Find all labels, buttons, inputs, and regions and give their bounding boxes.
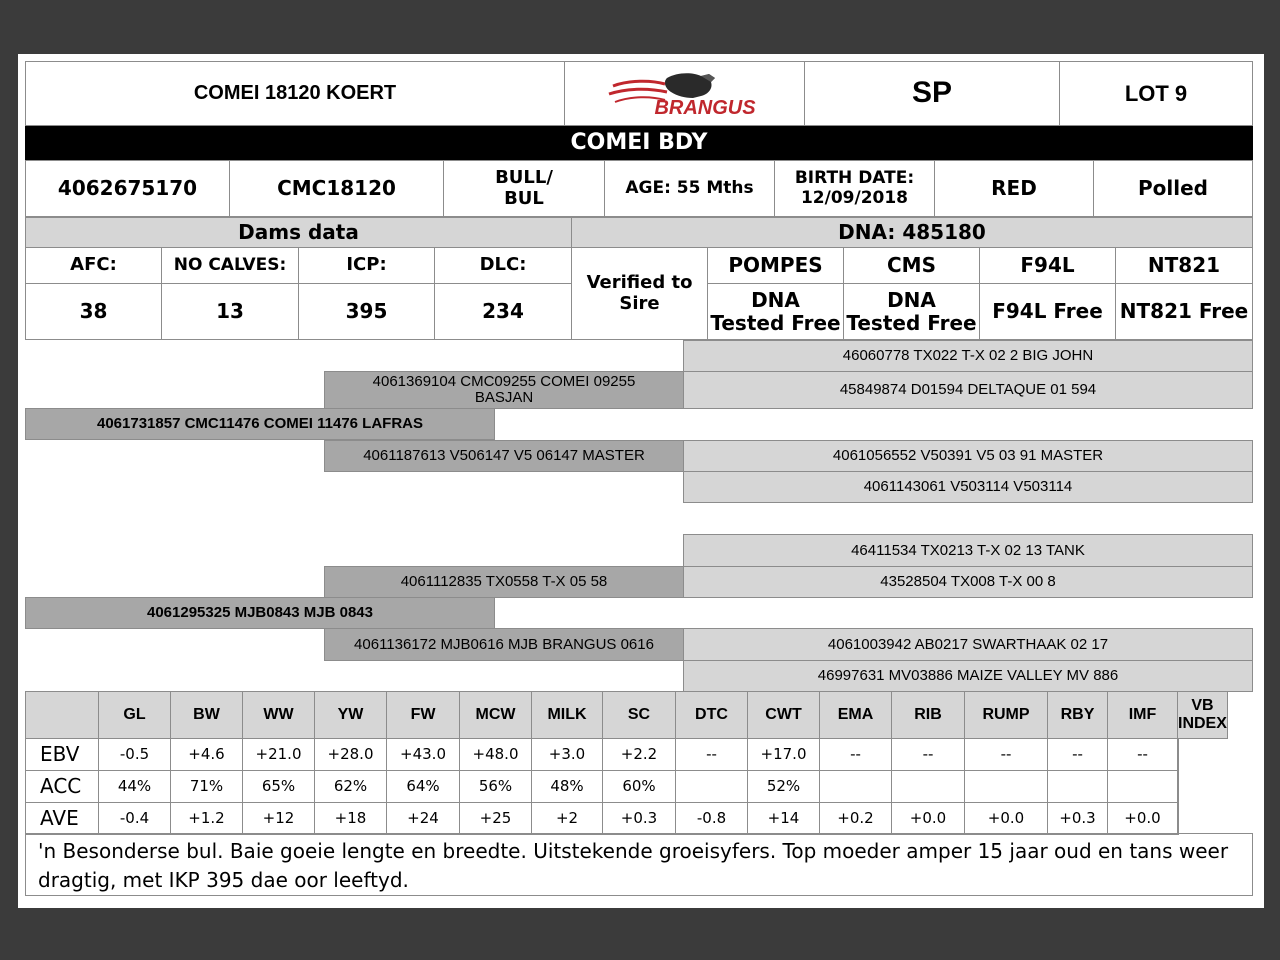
sale-catalog-card — [18, 54, 1264, 908]
breeder-name: COMEI BDY — [25, 126, 1253, 160]
ebv-ave-ema: +0.2 — [819, 802, 892, 835]
ebv-ave-milk: +2 — [531, 802, 603, 835]
dna-test-f94l-label: F94L — [979, 247, 1116, 284]
ebv-ave-fw: +24 — [386, 802, 460, 835]
pedigree-dam: 4061295325 MJB0843 MJB 0843 — [25, 597, 495, 629]
dam-afc-value: 38 — [25, 283, 162, 340]
ebv-header-imf: IMF — [1107, 691, 1178, 739]
dam-calves-label: NO CALVES: — [161, 247, 299, 284]
ebv-ave-mcw: +25 — [459, 802, 532, 835]
pedigree-sire-sire-sire: 46060778 TX022 T-X 02 2 BIG JOHN — [683, 340, 1253, 372]
ebv-ave-imf: +0.0 — [1107, 802, 1178, 835]
ebv-acc-fw: 64% — [386, 770, 460, 803]
dam-afc-label: AFC: — [25, 247, 162, 284]
ebv-ebv-yw: +28.0 — [314, 738, 387, 771]
ebv-header-dtc: DTC — [675, 691, 748, 739]
dam-dlc-value: 234 — [434, 283, 572, 340]
dna-title: DNA: 485180 — [571, 217, 1253, 248]
sex: BULL/ BUL — [443, 160, 605, 217]
brangus-logo — [564, 61, 805, 126]
ebv-header-rby: RBY — [1047, 691, 1108, 739]
ebv-ebv-bw: +4.6 — [170, 738, 243, 771]
bull-logo-icon — [605, 68, 765, 120]
pedigree-sire: 4061731857 CMC11476 COMEI 11476 LAFRAS — [25, 408, 495, 440]
dna-test-f94l-result: F94L Free — [979, 283, 1116, 340]
verified-to-sire: Verified to Sire — [571, 247, 708, 340]
pedigree-sire-sire-dam: 45849874 D01594 DELTAQUE 01 594 — [683, 371, 1253, 409]
ebv-acc-rib — [891, 770, 965, 803]
dna-test-pompes-result: DNA Tested Free — [707, 283, 844, 340]
ebv-ebv-sc: +2.2 — [602, 738, 676, 771]
ebv-ebv-rump: -- — [964, 738, 1048, 771]
ebv-acc-bw: 71% — [170, 770, 243, 803]
pedigree-dam-sire-dam: 43528504 TX008 T-X 00 8 — [683, 566, 1253, 598]
ebv-acc-mcw: 56% — [459, 770, 532, 803]
ebv-header-rib: RIB — [891, 691, 965, 739]
dam-icp-value: 395 — [298, 283, 435, 340]
pedigree-sire-sire: 4061369104 CMC09255 COMEI 09255 BASJAN — [324, 371, 684, 409]
pedigree-dam-dam-dam: 46997631 MV03886 MAIZE VALLEY MV 886 — [683, 660, 1253, 692]
ebv-ave-cwt: +14 — [747, 802, 820, 835]
dna-test-pompes-label: POMPES — [707, 247, 844, 284]
ebv-header-corner — [25, 691, 99, 739]
ebv-acc-ww: 65% — [242, 770, 315, 803]
birth-date: BIRTH DATE: 12/09/2018 — [774, 160, 935, 217]
dam-icp-label: ICP: — [298, 247, 435, 284]
registration-number: 4062675170 — [25, 160, 230, 217]
ebv-acc-milk: 48% — [531, 770, 603, 803]
ebv-header-vb-index: VB INDEX — [1177, 691, 1228, 739]
ebv-header-fw: FW — [386, 691, 460, 739]
ebv-acc-gl: 44% — [98, 770, 171, 803]
ebv-ebv-gl: -0.5 — [98, 738, 171, 771]
ebv-acc-yw: 62% — [314, 770, 387, 803]
ebv-ave-bw: +1.2 — [170, 802, 243, 835]
horn-status: Polled — [1093, 160, 1253, 217]
ebv-ebv-dtc: -- — [675, 738, 748, 771]
dna-test-cms-label: CMS — [843, 247, 980, 284]
ebv-ave-dtc: -0.8 — [675, 802, 748, 835]
ebv-ave-rump: +0.0 — [964, 802, 1048, 835]
dam-calves-value: 13 — [161, 283, 299, 340]
ebv-ave-ww: +12 — [242, 802, 315, 835]
ebv-header-gl: GL — [98, 691, 171, 739]
dna-test-nt821-label: NT821 — [1115, 247, 1253, 284]
ebv-header-bw: BW — [170, 691, 243, 739]
ebv-acc-cwt: 52% — [747, 770, 820, 803]
ebv-header-yw: YW — [314, 691, 387, 739]
ebv-ebv-rby: -- — [1047, 738, 1108, 771]
ebv-acc-ema — [819, 770, 892, 803]
pedigree-sire-dam-dam: 4061143061 V503114 V503114 — [683, 471, 1253, 503]
ebv-ave-rby: +0.3 — [1047, 802, 1108, 835]
animal-id: CMC18120 — [229, 160, 444, 217]
dams-data-title: Dams data — [25, 217, 572, 248]
pedigree-dam-dam-sire: 4061003942 AB0217 SWARTHAAK 02 17 — [683, 628, 1253, 661]
ebv-header-ww: WW — [242, 691, 315, 739]
ebv-vb-index-value — [1177, 738, 1179, 835]
ebv-acc-imf — [1107, 770, 1178, 803]
pedigree-dam-sire: 4061112835 TX0558 T-X 05 58 — [324, 566, 684, 598]
grade-badge: SP — [804, 61, 1060, 126]
animal-name: COMEI 18120 KOERT — [25, 61, 565, 126]
ebv-ebv-milk: +3.0 — [531, 738, 603, 771]
age: AGE: 55 Mths — [604, 160, 775, 217]
dam-dlc-label: DLC: — [434, 247, 572, 284]
dna-test-nt821-result: NT821 Free — [1115, 283, 1253, 340]
comment-text: 'n Besonderse bul. Baie goeie lengte en breedte. Uitstekende groeisyfers. Top moeder amper 15 jaar oud en tans weer dragtig, met IKP 395 dae oor leeftyd. — [25, 833, 1253, 896]
ebv-ebv-ema: -- — [819, 738, 892, 771]
ebv-acc-dtc — [675, 770, 748, 803]
dna-test-cms-result: DNA Tested Free — [843, 283, 980, 340]
ebv-header-cwt: CWT — [747, 691, 820, 739]
ebv-header-sc: SC — [602, 691, 676, 739]
ebv-ave-yw: +18 — [314, 802, 387, 835]
ebv-ebv-fw: +43.0 — [386, 738, 460, 771]
ebv-row-label-acc: ACC — [25, 770, 99, 803]
ebv-row-label-ebv: EBV — [25, 738, 99, 771]
ebv-ave-sc: +0.3 — [602, 802, 676, 835]
ebv-acc-rump — [964, 770, 1048, 803]
ebv-ave-rib: +0.0 — [891, 802, 965, 835]
ebv-acc-rby — [1047, 770, 1108, 803]
ebv-header-ema: EMA — [819, 691, 892, 739]
logo-wordmark: BRANGUS — [653, 96, 756, 119]
ebv-ave-gl: -0.4 — [98, 802, 171, 835]
ebv-ebv-rib: -- — [891, 738, 965, 771]
ebv-ebv-mcw: +48.0 — [459, 738, 532, 771]
ebv-header-milk: MILK — [531, 691, 603, 739]
pedigree-dam-dam: 4061136172 MJB0616 MJB BRANGUS 0616 — [324, 628, 684, 661]
pedigree-sire-dam: 4061187613 V506147 V5 06147 MASTER — [324, 440, 684, 472]
ebv-acc-sc: 60% — [602, 770, 676, 803]
ebv-ebv-cwt: +17.0 — [747, 738, 820, 771]
lot-number: LOT 9 — [1059, 61, 1253, 126]
ebv-header-rump: RUMP — [964, 691, 1048, 739]
pedigree-sire-dam-sire: 4061056552 V50391 V5 03 91 MASTER — [683, 440, 1253, 472]
ebv-row-label-ave: AVE — [25, 802, 99, 835]
ebv-header-mcw: MCW — [459, 691, 532, 739]
ebv-ebv-ww: +21.0 — [242, 738, 315, 771]
pedigree-dam-sire-sire: 46411534 TX0213 T-X 02 13 TANK — [683, 534, 1253, 567]
color: RED — [934, 160, 1094, 217]
ebv-ebv-imf: -- — [1107, 738, 1178, 771]
